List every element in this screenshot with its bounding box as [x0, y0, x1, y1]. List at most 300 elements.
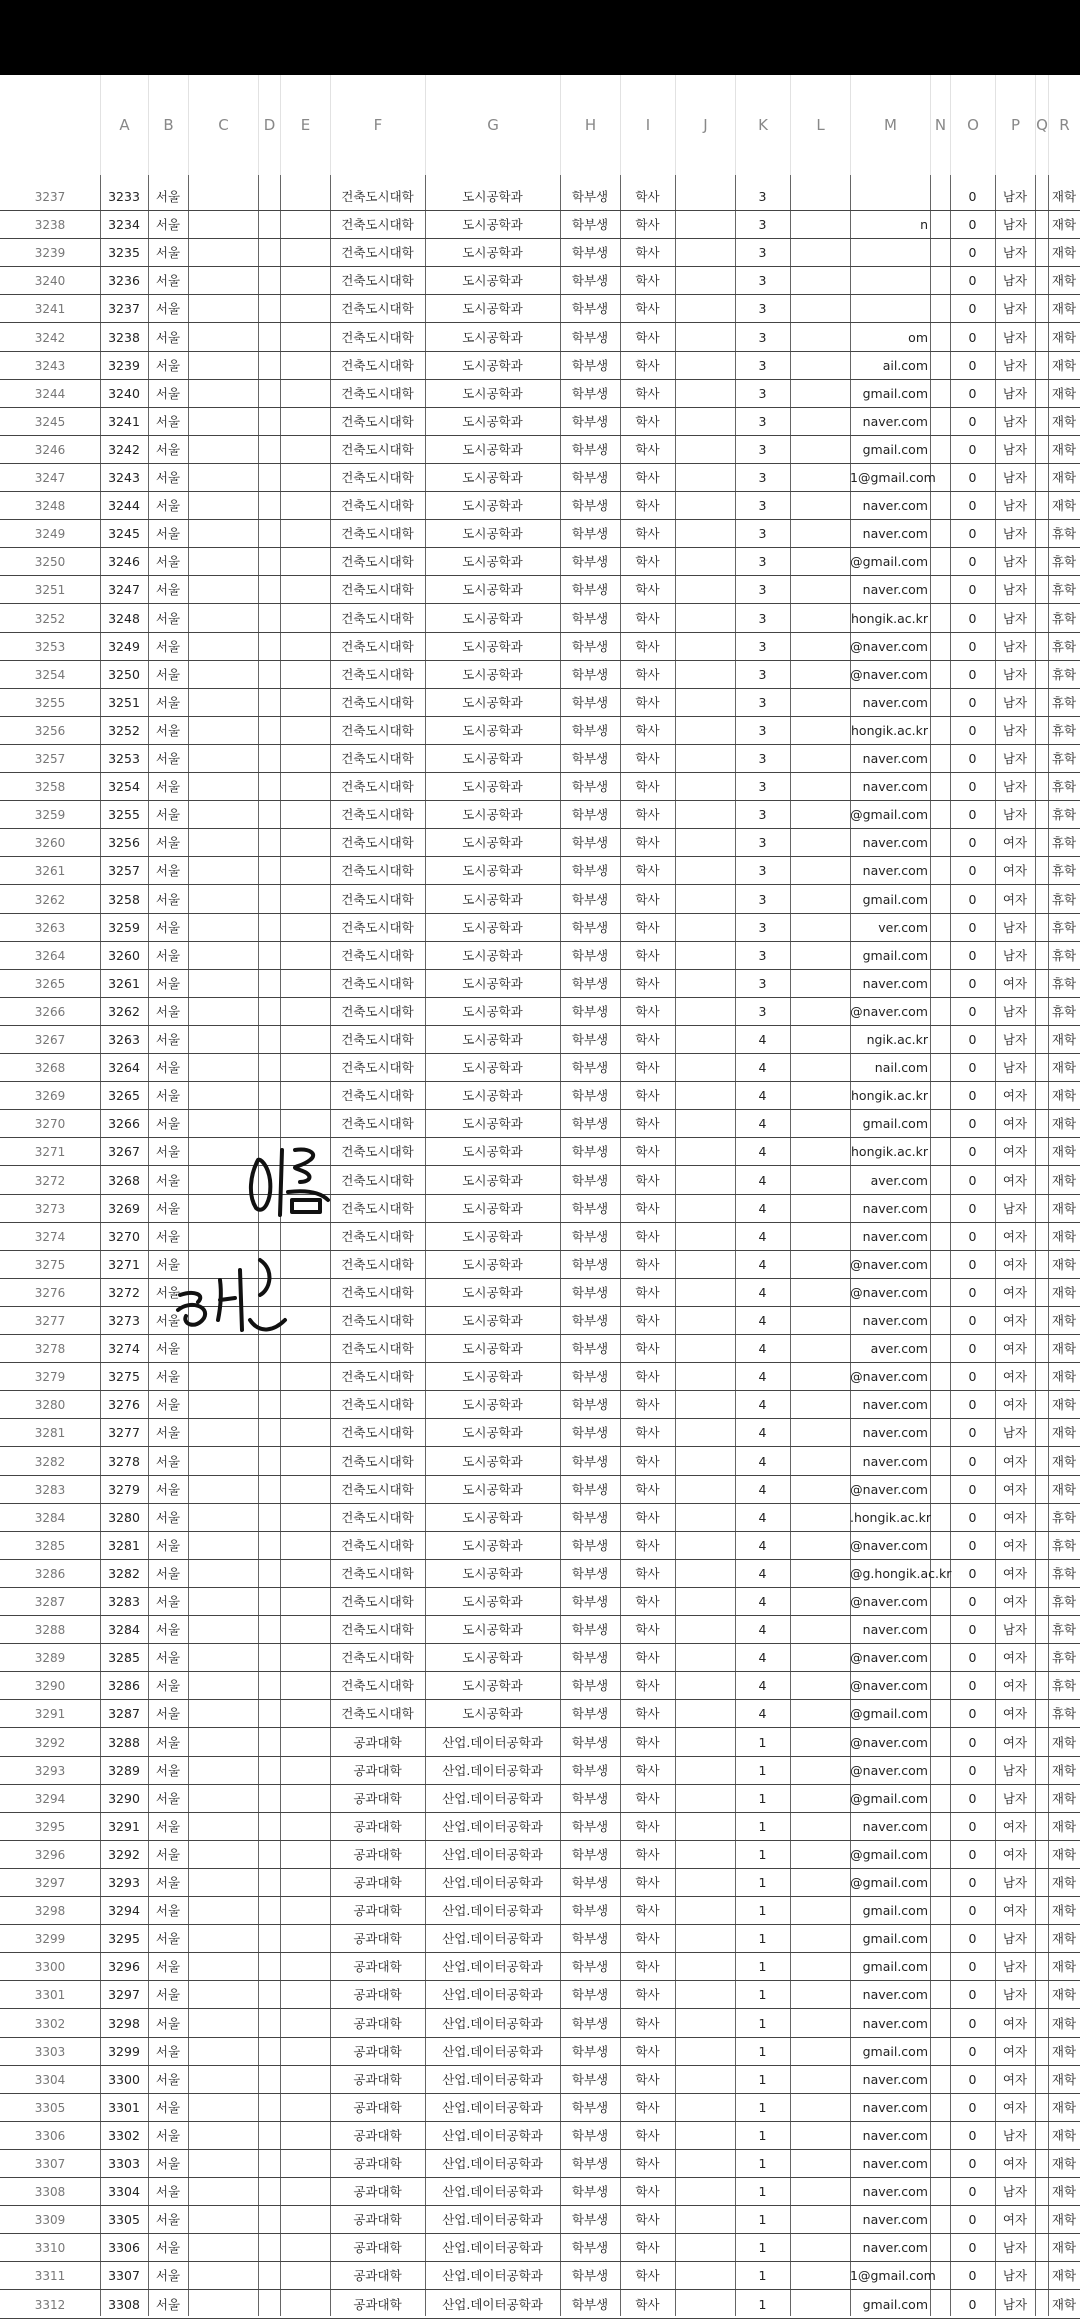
- cell-k[interactable]: 3: [758, 217, 767, 233]
- cell-p[interactable]: 여자: [1002, 1116, 1028, 1132]
- cell-o[interactable]: 0: [968, 2240, 977, 2256]
- cell-p[interactable]: 여자: [1002, 1481, 1028, 1497]
- cell-r[interactable]: 재학: [1051, 413, 1077, 429]
- row-number[interactable]: 3248: [34, 499, 66, 514]
- cell-h[interactable]: 학부생: [571, 526, 609, 542]
- cell-m[interactable]: naver.com: [862, 779, 928, 795]
- row-number[interactable]: 3278: [34, 1342, 66, 1357]
- cell-b[interactable]: 서울: [155, 357, 181, 373]
- cell-i[interactable]: 학사: [635, 2184, 660, 2200]
- cell-k[interactable]: 1: [758, 2071, 767, 2087]
- cell-r[interactable]: 휴학: [1051, 582, 1077, 598]
- cell-i[interactable]: 학사: [635, 2296, 660, 2312]
- cell-r[interactable]: 휴학: [1051, 863, 1077, 879]
- cell-m[interactable]: .hongik.ac.kr: [850, 1509, 931, 1525]
- cell-r[interactable]: 재학: [1051, 1987, 1077, 2003]
- cell-i[interactable]: 학사: [635, 1846, 660, 1862]
- cell-a[interactable]: 3271: [108, 1256, 140, 1272]
- cell-g[interactable]: 도시공학과: [462, 329, 523, 345]
- cell-r[interactable]: 휴학: [1051, 947, 1077, 963]
- cell-a[interactable]: 3292: [108, 1846, 140, 1862]
- cell-p[interactable]: 남자: [1002, 1060, 1028, 1076]
- cell-i[interactable]: 학사: [635, 2015, 660, 2031]
- cell-r[interactable]: 재학: [1051, 1088, 1077, 1104]
- row-number[interactable]: 3264: [34, 948, 66, 963]
- cell-h[interactable]: 학부생: [571, 1931, 609, 1947]
- cell-m[interactable]: naver.com: [862, 2099, 928, 2115]
- cell-f[interactable]: 공과대학: [353, 2043, 402, 2059]
- cell-o[interactable]: 0: [968, 1313, 977, 1328]
- cell-k[interactable]: 3: [758, 947, 767, 963]
- cell-g[interactable]: 산업.데이터공학과: [442, 1959, 543, 1975]
- cell-h[interactable]: 학부생: [571, 1565, 609, 1581]
- cell-m[interactable]: ver.com: [878, 919, 928, 935]
- cell-p[interactable]: 여자: [1002, 1088, 1028, 1104]
- cell-i[interactable]: 학사: [635, 217, 660, 233]
- cell-k[interactable]: 4: [758, 1594, 767, 1609]
- cell-m[interactable]: naver.com: [862, 2071, 928, 2087]
- cell-g[interactable]: 도시공학과: [462, 385, 523, 401]
- cell-m[interactable]: @gmail.com: [850, 1875, 928, 1890]
- row-number[interactable]: 3297: [34, 1876, 66, 1890]
- cell-k[interactable]: 4: [758, 1509, 767, 1525]
- cell-a[interactable]: 3281: [108, 1537, 140, 1553]
- cell-k[interactable]: 3: [758, 1003, 767, 1019]
- cell-g[interactable]: 도시공학과: [462, 1678, 523, 1694]
- table-row[interactable]: [0, 1419, 1080, 1447]
- cell-a[interactable]: 3234: [108, 217, 140, 233]
- cell-h[interactable]: 학부생: [571, 1706, 609, 1722]
- cell-p[interactable]: 여자: [1002, 1256, 1028, 1272]
- cell-m[interactable]: naver.com: [862, 835, 928, 851]
- table-row[interactable]: [0, 1813, 1080, 1841]
- cell-p[interactable]: 남자: [1002, 2184, 1028, 2200]
- table-row[interactable]: [0, 1841, 1080, 1869]
- cell-k[interactable]: 4: [758, 1088, 767, 1104]
- cell-p[interactable]: 남자: [1002, 2296, 1028, 2312]
- table-row[interactable]: [0, 717, 1080, 745]
- cell-h[interactable]: 학부생: [571, 189, 609, 204]
- cell-b[interactable]: 서울: [155, 1903, 181, 1919]
- cell-a[interactable]: 3296: [108, 1959, 140, 1975]
- cell-i[interactable]: 학사: [635, 189, 660, 204]
- cell-f[interactable]: 건축도시대학: [341, 694, 414, 710]
- cell-h[interactable]: 학부생: [571, 1341, 609, 1357]
- cell-h[interactable]: 학부생: [571, 947, 609, 963]
- table-row[interactable]: [0, 267, 1080, 295]
- column-header-f[interactable]: F: [330, 75, 425, 175]
- cell-b[interactable]: 서울: [155, 273, 181, 289]
- cell-m[interactable]: @gmail.com: [850, 1846, 928, 1862]
- cell-h[interactable]: 학부생: [571, 385, 609, 401]
- cell-a[interactable]: 3250: [108, 666, 140, 682]
- cell-f[interactable]: 건축도시대학: [341, 722, 414, 738]
- cell-m[interactable]: naver.com: [862, 1453, 928, 1469]
- cell-a[interactable]: 3279: [108, 1481, 140, 1497]
- cell-k[interactable]: 4: [758, 1144, 767, 1160]
- row-number[interactable]: 3290: [34, 1679, 66, 1694]
- cell-o[interactable]: 0: [968, 2184, 977, 2200]
- cell-a[interactable]: 3270: [108, 1228, 140, 1244]
- cell-b[interactable]: 서울: [155, 751, 181, 766]
- cell-f[interactable]: 공과대학: [353, 2156, 402, 2171]
- cell-g[interactable]: 도시공학과: [462, 1200, 523, 1216]
- cell-b[interactable]: 서울: [155, 1678, 181, 1694]
- cell-m[interactable]: gmail.com: [862, 441, 928, 457]
- cell-i[interactable]: 학사: [635, 1622, 660, 1638]
- cell-k[interactable]: 3: [758, 329, 767, 345]
- cell-a[interactable]: 3278: [108, 1453, 140, 1469]
- table-row[interactable]: [0, 492, 1080, 520]
- table-row[interactable]: [0, 2066, 1080, 2094]
- cell-r[interactable]: 재학: [1051, 2296, 1077, 2312]
- cell-f[interactable]: 건축도시대학: [341, 1622, 414, 1638]
- cell-g[interactable]: 도시공학과: [462, 1453, 523, 1469]
- cell-b[interactable]: 서울: [155, 1313, 181, 1328]
- cell-b[interactable]: 서울: [155, 2127, 181, 2143]
- cell-h[interactable]: 학부생: [571, 1088, 609, 1104]
- cell-b[interactable]: 서울: [155, 610, 181, 626]
- cell-o[interactable]: 0: [968, 863, 977, 879]
- table-row[interactable]: [0, 1026, 1080, 1054]
- cell-f[interactable]: 공과대학: [353, 1987, 402, 2003]
- cell-p[interactable]: 여자: [1002, 1594, 1028, 1609]
- row-number[interactable]: 3288: [34, 1623, 66, 1638]
- cell-i[interactable]: 학사: [635, 470, 660, 485]
- cell-b[interactable]: 서울: [155, 2043, 181, 2059]
- row-number[interactable]: 3312: [34, 2297, 66, 2312]
- cell-f[interactable]: 건축도시대학: [341, 610, 414, 626]
- cell-p[interactable]: 남자: [1002, 1200, 1028, 1216]
- cell-i[interactable]: 학사: [635, 1228, 660, 1244]
- cell-p[interactable]: 남자: [1002, 2127, 1028, 2143]
- row-number[interactable]: 3279: [34, 1370, 66, 1385]
- row-number[interactable]: 3266: [34, 1004, 66, 1019]
- cell-b[interactable]: 서울: [155, 1987, 181, 2003]
- cell-i[interactable]: 학사: [635, 1003, 660, 1019]
- cell-k[interactable]: 4: [758, 1453, 767, 1469]
- cell-b[interactable]: 서울: [155, 722, 181, 738]
- cell-f[interactable]: 건축도시대학: [341, 666, 414, 682]
- cell-g[interactable]: 도시공학과: [462, 1341, 523, 1357]
- cell-o[interactable]: 0: [968, 1481, 977, 1497]
- cell-m[interactable]: hongik.ac.kr: [851, 1144, 928, 1160]
- cell-g[interactable]: 도시공학과: [462, 1594, 523, 1609]
- cell-g[interactable]: 산업.데이터공학과: [442, 2127, 543, 2143]
- cell-i[interactable]: 학사: [635, 1425, 660, 1441]
- cell-o[interactable]: 0: [968, 919, 977, 935]
- cell-p[interactable]: 남자: [1002, 441, 1028, 457]
- cell-o[interactable]: 0: [968, 694, 977, 710]
- cell-b[interactable]: 서울: [155, 1060, 181, 1076]
- cell-p[interactable]: 남자: [1002, 301, 1028, 317]
- cell-m[interactable]: aver.com: [870, 1341, 928, 1357]
- cell-a[interactable]: 3255: [108, 807, 140, 823]
- cell-a[interactable]: 3254: [108, 779, 140, 795]
- cell-r[interactable]: 재학: [1051, 2240, 1077, 2256]
- cell-o[interactable]: 0: [968, 1256, 977, 1272]
- cell-o[interactable]: 0: [968, 273, 977, 289]
- cell-r[interactable]: 재학: [1051, 357, 1077, 373]
- cell-k[interactable]: 4: [758, 1284, 767, 1300]
- cell-o[interactable]: 0: [968, 2127, 977, 2143]
- cell-g[interactable]: 도시공학과: [462, 1397, 523, 1413]
- cell-p[interactable]: 남자: [1002, 1003, 1028, 1019]
- cell-a[interactable]: 3243: [108, 470, 140, 485]
- cell-g[interactable]: 산업.데이터공학과: [442, 2296, 543, 2312]
- cell-g[interactable]: 도시공학과: [462, 217, 523, 233]
- cell-a[interactable]: 3276: [108, 1397, 140, 1413]
- cell-g[interactable]: 산업.데이터공학과: [442, 2156, 543, 2171]
- table-row[interactable]: [0, 2178, 1080, 2206]
- cell-p[interactable]: 남자: [1002, 470, 1028, 485]
- cell-r[interactable]: 재학: [1051, 329, 1077, 345]
- cell-m[interactable]: [850, 295, 930, 323]
- cell-m[interactable]: naver.com: [862, 1200, 928, 1216]
- cell-r[interactable]: 휴학: [1051, 1565, 1077, 1581]
- cell-k[interactable]: 3: [758, 441, 767, 457]
- cell-p[interactable]: 여자: [1002, 1537, 1028, 1553]
- cell-p[interactable]: 여자: [1002, 2071, 1028, 2087]
- cell-o[interactable]: 0: [968, 835, 977, 851]
- cell-i[interactable]: 학사: [635, 666, 660, 682]
- cell-f[interactable]: 건축도시대학: [341, 1481, 414, 1497]
- row-number[interactable]: 3252: [34, 611, 66, 626]
- cell-f[interactable]: 건축도시대학: [341, 582, 414, 598]
- row-number[interactable]: 3273: [34, 1201, 66, 1216]
- cell-p[interactable]: 여자: [1002, 1846, 1028, 1862]
- cell-i[interactable]: 학사: [635, 1200, 660, 1216]
- cell-k[interactable]: 3: [758, 357, 767, 373]
- cell-f[interactable]: 공과대학: [353, 2184, 402, 2200]
- cell-f[interactable]: 건축도시대학: [341, 1144, 414, 1160]
- cell-h[interactable]: 학부생: [571, 413, 609, 429]
- cell-o[interactable]: 0: [968, 245, 977, 261]
- cell-h[interactable]: 학부생: [571, 1200, 609, 1216]
- cell-b[interactable]: 서울: [155, 413, 181, 429]
- row-number[interactable]: 3300: [34, 1960, 66, 1975]
- cell-h[interactable]: 학부생: [571, 582, 609, 598]
- cell-b[interactable]: 서울: [155, 1706, 181, 1722]
- cell-h[interactable]: 학부생: [571, 2156, 609, 2171]
- table-row[interactable]: [0, 352, 1080, 380]
- cell-i[interactable]: 학사: [635, 385, 660, 401]
- cell-g[interactable]: 도시공학과: [462, 582, 523, 598]
- cell-p[interactable]: 여자: [1002, 1565, 1028, 1581]
- cell-i[interactable]: 학사: [635, 751, 660, 766]
- cell-f[interactable]: 공과대학: [353, 2071, 402, 2087]
- cell-b[interactable]: 서울: [155, 2156, 181, 2171]
- cell-i[interactable]: 학사: [635, 2099, 660, 2115]
- cell-f[interactable]: 건축도시대학: [341, 1003, 414, 1019]
- cell-o[interactable]: 0: [968, 1397, 977, 1413]
- cell-p[interactable]: 남자: [1002, 2268, 1028, 2284]
- cell-i[interactable]: 학사: [635, 1032, 660, 1047]
- cell-b[interactable]: 서울: [155, 301, 181, 317]
- cell-p[interactable]: 여자: [1002, 1284, 1028, 1300]
- row-number[interactable]: 3268: [34, 1061, 66, 1076]
- cell-p[interactable]: 여자: [1002, 1650, 1028, 1666]
- cell-k[interactable]: 4: [758, 1537, 767, 1553]
- cell-m[interactable]: gmail.com: [862, 1931, 928, 1947]
- cell-f[interactable]: 건축도시대학: [341, 835, 414, 851]
- cell-g[interactable]: 산업.데이터공학과: [442, 1875, 543, 1890]
- cell-r[interactable]: 재학: [1051, 2127, 1077, 2143]
- table-row[interactable]: [0, 1785, 1080, 1813]
- row-number[interactable]: 3293: [34, 1763, 66, 1778]
- cell-f[interactable]: 건축도시대학: [341, 470, 414, 485]
- cell-m[interactable]: @naver.com: [850, 1734, 928, 1750]
- cell-f[interactable]: 건축도시대학: [341, 1256, 414, 1272]
- cell-p[interactable]: 남자: [1002, 554, 1028, 570]
- table-row[interactable]: [0, 1307, 1080, 1335]
- cell-a[interactable]: 3245: [108, 526, 140, 542]
- cell-m[interactable]: naver.com: [862, 2184, 928, 2200]
- table-row[interactable]: [0, 548, 1080, 576]
- table-row[interactable]: [0, 1054, 1080, 1082]
- cell-f[interactable]: 건축도시대학: [341, 217, 414, 233]
- row-number[interactable]: 3308: [34, 2185, 66, 2200]
- cell-k[interactable]: 1: [758, 2240, 767, 2256]
- cell-o[interactable]: 0: [968, 1622, 977, 1638]
- table-row[interactable]: [0, 1504, 1080, 1532]
- cell-b[interactable]: 서울: [155, 1369, 181, 1385]
- cell-m[interactable]: @naver.com: [850, 666, 928, 682]
- cell-k[interactable]: 4: [758, 1481, 767, 1497]
- cell-f[interactable]: 건축도시대학: [341, 891, 414, 907]
- cell-h[interactable]: 학부생: [571, 470, 609, 485]
- cell-h[interactable]: 학부생: [571, 554, 609, 570]
- cell-g[interactable]: 도시공학과: [462, 1060, 523, 1076]
- row-number[interactable]: 3286: [34, 1566, 66, 1581]
- cell-i[interactable]: 학사: [635, 1369, 660, 1385]
- cell-f[interactable]: 건축도시대학: [341, 1313, 414, 1328]
- cell-g[interactable]: 도시공학과: [462, 1313, 523, 1328]
- cell-m[interactable]: ail.com: [882, 357, 928, 373]
- row-number[interactable]: 3265: [34, 976, 66, 991]
- cell-a[interactable]: 3266: [108, 1116, 140, 1132]
- cell-h[interactable]: 학부생: [571, 2043, 609, 2059]
- table-row[interactable]: [0, 1363, 1080, 1391]
- cell-g[interactable]: 산업.데이터공학과: [442, 2071, 543, 2087]
- table-row[interactable]: [0, 886, 1080, 914]
- cell-g[interactable]: 도시공학과: [462, 1116, 523, 1132]
- cell-m[interactable]: naver.com: [862, 2240, 928, 2256]
- cell-b[interactable]: 서울: [155, 1284, 181, 1300]
- cell-p[interactable]: 남자: [1002, 722, 1028, 738]
- cell-h[interactable]: 학부생: [571, 1846, 609, 1862]
- table-row[interactable]: [0, 998, 1080, 1026]
- cell-h[interactable]: 학부생: [571, 329, 609, 345]
- cell-k[interactable]: 3: [758, 554, 767, 570]
- cell-g[interactable]: 도시공학과: [462, 1369, 523, 1385]
- cell-b[interactable]: 서울: [155, 1397, 181, 1413]
- cell-b[interactable]: 서울: [155, 1622, 181, 1638]
- cell-h[interactable]: 학부생: [571, 1678, 609, 1694]
- cell-a[interactable]: 3256: [108, 835, 140, 851]
- cell-r[interactable]: 재학: [1051, 1397, 1077, 1413]
- cell-r[interactable]: 재학: [1051, 2268, 1077, 2284]
- row-number[interactable]: 3292: [34, 1735, 66, 1750]
- table-row[interactable]: [0, 1195, 1080, 1223]
- cell-k[interactable]: 3: [758, 863, 767, 879]
- spreadsheet[interactable]: [0, 75, 1080, 2316]
- cell-g[interactable]: 도시공학과: [462, 751, 523, 766]
- cell-f[interactable]: 건축도시대학: [341, 1284, 414, 1300]
- cell-p[interactable]: 남자: [1002, 1622, 1028, 1638]
- cell-i[interactable]: 학사: [635, 1144, 660, 1160]
- row-number[interactable]: 3255: [34, 695, 66, 710]
- cell-r[interactable]: 재학: [1051, 498, 1077, 514]
- row-number[interactable]: 3311: [34, 2269, 66, 2284]
- cell-h[interactable]: 학부생: [571, 1003, 609, 1019]
- cell-h[interactable]: 학부생: [571, 919, 609, 935]
- table-row[interactable]: [0, 2010, 1080, 2038]
- cell-r[interactable]: 재학: [1051, 1959, 1077, 1975]
- cell-h[interactable]: 학부생: [571, 2212, 609, 2228]
- table-row[interactable]: [0, 942, 1080, 970]
- row-number[interactable]: 3249: [34, 527, 66, 542]
- cell-a[interactable]: 3302: [108, 2127, 140, 2143]
- cell-m[interactable]: gmail.com: [862, 891, 928, 907]
- cell-r[interactable]: 휴학: [1051, 722, 1077, 738]
- cell-p[interactable]: 남자: [1002, 329, 1028, 345]
- cell-i[interactable]: 학사: [635, 1341, 660, 1357]
- table-row[interactable]: [0, 2094, 1080, 2122]
- cell-g[interactable]: 산업.데이터공학과: [442, 1818, 543, 1834]
- column-header-b[interactable]: B: [148, 75, 188, 175]
- cell-b[interactable]: 서울: [155, 1959, 181, 1975]
- cell-f[interactable]: 공과대학: [353, 1903, 402, 1919]
- cell-g[interactable]: 산업.데이터공학과: [442, 1762, 543, 1778]
- cell-b[interactable]: 서울: [155, 1256, 181, 1272]
- cell-h[interactable]: 학부생: [571, 610, 609, 626]
- cell-r[interactable]: 재학: [1051, 1818, 1077, 1834]
- cell-m[interactable]: naver.com: [862, 526, 928, 542]
- cell-k[interactable]: 3: [758, 807, 767, 823]
- cell-m[interactable]: @naver.com: [850, 1537, 928, 1553]
- cell-k[interactable]: 3: [758, 975, 767, 991]
- cell-i[interactable]: 학사: [635, 1256, 660, 1272]
- cell-f[interactable]: 공과대학: [353, 1790, 402, 1806]
- cell-m[interactable]: naver.com: [862, 1622, 928, 1638]
- cell-r[interactable]: 휴학: [1051, 1594, 1077, 1609]
- cell-r[interactable]: 재학: [1051, 1144, 1077, 1160]
- cell-k[interactable]: 3: [758, 470, 767, 485]
- cell-r[interactable]: 휴학: [1051, 751, 1077, 766]
- cell-m[interactable]: @g.hongik.ac.kr: [850, 1565, 952, 1581]
- cell-f[interactable]: 건축도시대학: [341, 1369, 414, 1385]
- cell-b[interactable]: 서울: [155, 245, 181, 261]
- table-row[interactable]: [0, 914, 1080, 942]
- cell-k[interactable]: 1: [758, 2296, 767, 2312]
- cell-g[interactable]: 도시공학과: [462, 498, 523, 514]
- cell-i[interactable]: 학사: [635, 2212, 660, 2228]
- cell-b[interactable]: 서울: [155, 1846, 181, 1862]
- cell-f[interactable]: 건축도시대학: [341, 301, 414, 317]
- cell-b[interactable]: 서울: [155, 441, 181, 457]
- row-number[interactable]: 3302: [34, 2016, 66, 2031]
- cell-p[interactable]: 여자: [1002, 1678, 1028, 1694]
- cell-m[interactable]: @naver.com: [850, 1481, 928, 1497]
- cell-a[interactable]: 3237: [108, 301, 140, 317]
- cell-o[interactable]: 0: [968, 2296, 977, 2312]
- cell-a[interactable]: 3282: [108, 1565, 140, 1581]
- cell-r[interactable]: 재학: [1051, 2015, 1077, 2031]
- row-number[interactable]: 3284: [34, 1510, 66, 1525]
- cell-f[interactable]: 공과대학: [353, 1762, 402, 1778]
- cell-i[interactable]: 학사: [635, 1875, 660, 1890]
